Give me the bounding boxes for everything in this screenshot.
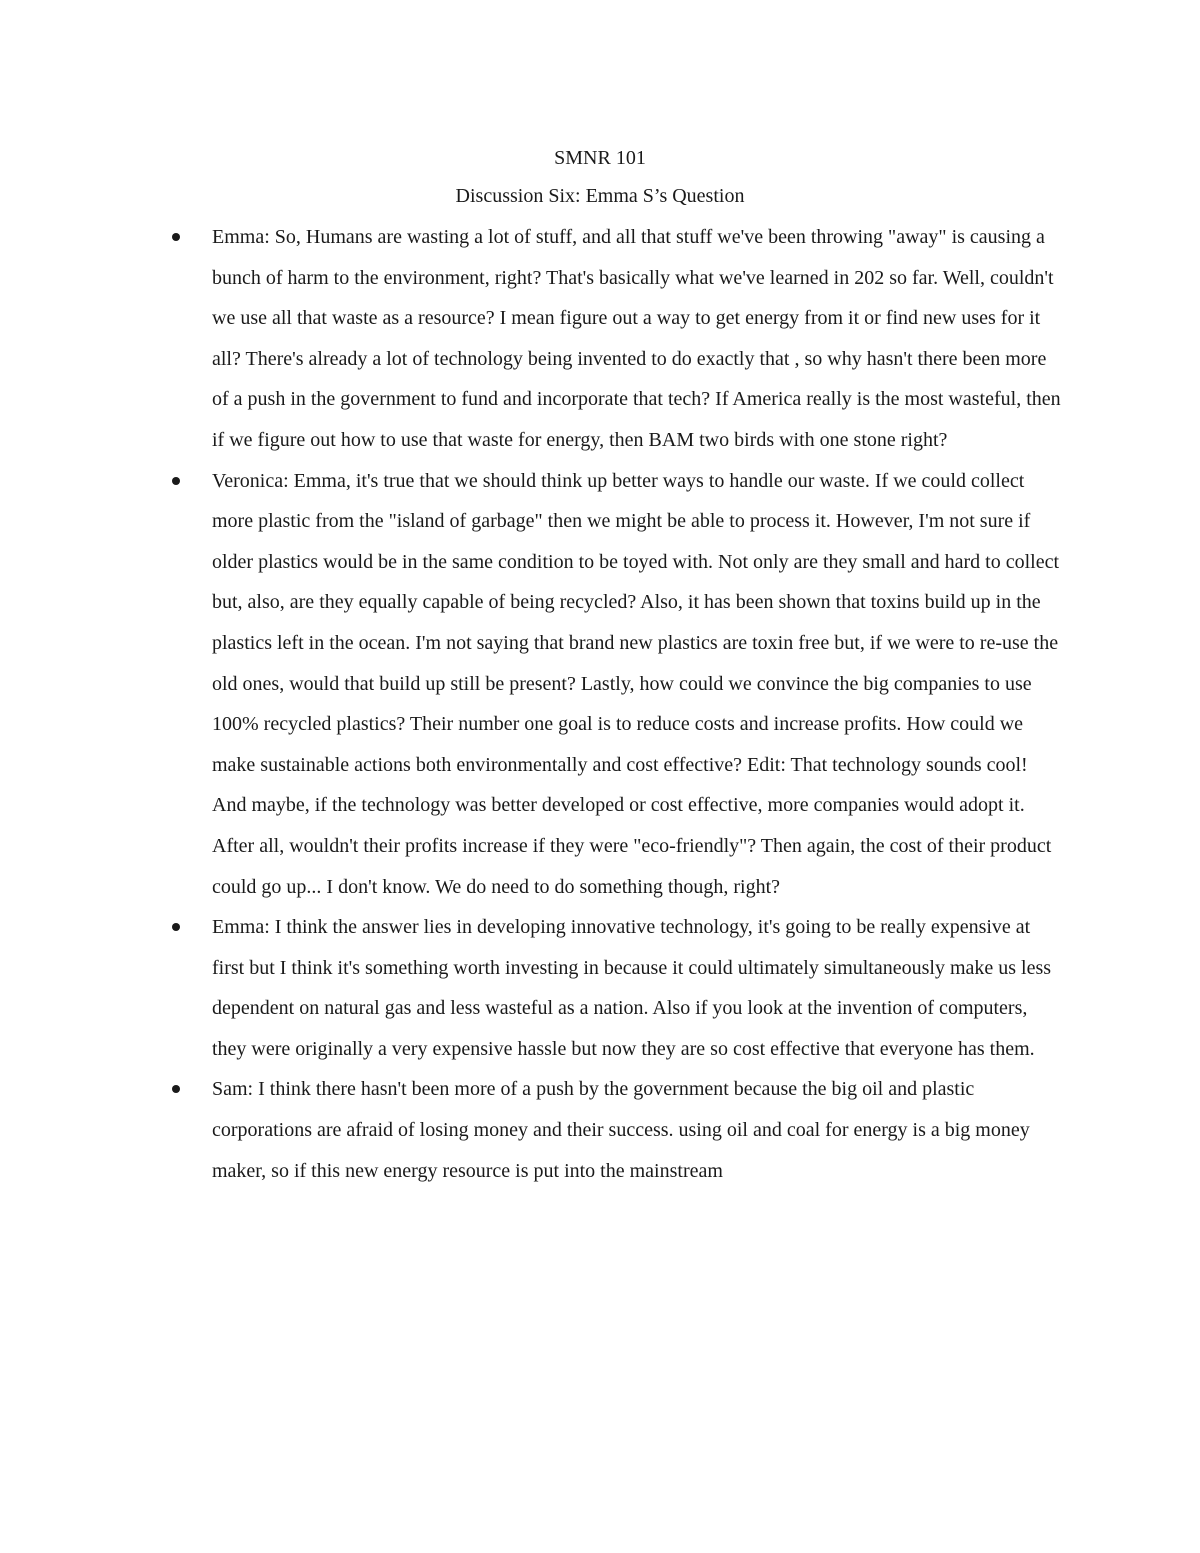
discussion-entry-emma-reply <box>212 907 1064 1069</box>
discussion-list <box>212 217 1064 1191</box>
entry-text: Emma: I think the answer lies in developing innovative technology, it's going to be really expensive at first but I think it's something worth investing in because it could ultimately simultaneously make us less dependent on natural gas and less wasteful as a nation. Also if you look at the invention of computers, they were originally a very expensive hassle but now they are so cost effective that everyone has them. <box>212 916 1052 1060</box>
course-code: SMNR 101 <box>554 147 646 169</box>
discussion-entry-sam <box>212 1069 1064 1191</box>
bullet-icon <box>172 923 180 931</box>
entry-text: Emma: So, Humans are wasting a lot of stuff, and all that stuff we've been throwing "away" is causing a bunch of harm to the environment, right? That's basically what we've learned in 202 so far. Well, couldn't we use all that waste as a resource? I mean figure out a way to get energy from it or find new uses for it all? There's already a lot of technology being invented to do exactly that , so why hasn't there been more of a push in the government to fund and incorporate that tech? If America really is the most wasteful, then if we figure out how to use that waste for energy, then BAM two birds with one stone right? <box>212 226 1061 451</box>
entry-text: Veronica: Emma, it's true that we should think up better ways to handle our waste. If we could collect more plastic from the "island of garbage" then we might be able to process it. However, I'm not sure if older plastics would be in the same condition to be toyed with. Not only are they small and hard to collect but, also, are they equally capable of being recycled? Also, it has been shown that toxins build up in the plastics left in the ocean. I'm not saying that brand new plastics are toxin free but, if we were to re-use the old ones, would that build up still be present? Lastly, how could we convince the big companies to use 100% recycled plastics? Their number one goal is to reduce costs and increase profits. How could we make sustainable actions both environmentally and cost effective? Edit: That technology sounds cool! And maybe, if the technology was better developed or cost effective, more companies would adopt it. After all, wouldn't their profits increase if they were "eco-friendly"? Then again, the cost of their product could go up... I don't know. We do need to do something though, right? <box>212 469 1060 898</box>
entry-text: Sam: I think there hasn't been more of a push by the government because the big oil and plastic corporations are afraid of losing money and their success. using oil and coal for energy is a big money maker, so if this new energy resource is put into the mainstream <box>212 1078 1030 1182</box>
bullet-icon <box>172 233 180 241</box>
bullet-icon <box>172 477 180 485</box>
discussion-entry-emma <box>212 217 1064 461</box>
discussion-entry-veronica <box>212 461 1064 908</box>
document-title: Discussion Six: Emma S’s Question <box>455 185 745 207</box>
bullet-icon <box>172 1085 180 1093</box>
